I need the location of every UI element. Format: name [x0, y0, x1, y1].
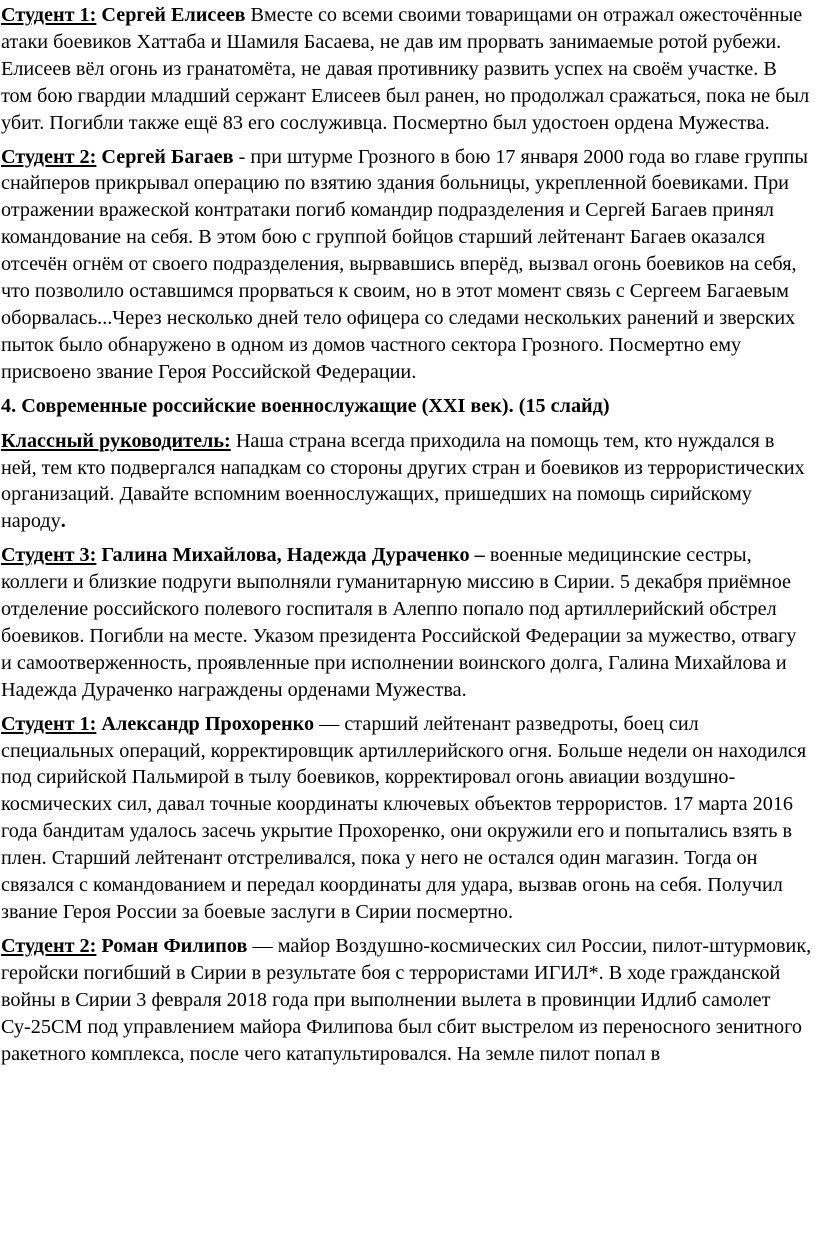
person-name: Сергей Елисеев: [101, 4, 246, 26]
paragraph-end-mark: .: [60, 510, 66, 533]
paragraph-student1-eliseev: [1, 2, 812, 137]
person-name: Роман Филипов: [101, 934, 248, 957]
section-heading: [1, 393, 812, 420]
paragraph-text: — майор Воздушно-космических сил России, пилот-штурмовик, геройски погибший в Сирии в результате боя с террористами ИГИЛ*. В ходе гражданской войны в Сирии 3 февраля 2018 года при выполнении вылета в провинции Идлиб самолет Су-25СМ под управлением майора Филипова был сбит выстрелом из переносного зенитного ракетного комплекса, после чего катапультировался. На земле пилот попал в: [1, 934, 812, 1065]
speaker-label: Студент 3:: [1, 544, 97, 567]
paragraph-student2-bagaev: [1, 144, 812, 386]
speaker-label: Студент 1:: [1, 4, 97, 26]
speaker-label: Классный руководитель:: [1, 429, 231, 452]
section-heading-text: 4. Современные российские военнослужащие (XXI век). (15 слайд): [1, 394, 610, 417]
paragraph-teacher: [1, 428, 812, 536]
paragraph-student1-prokhorenko: [1, 711, 812, 926]
speaker-label: Студент 2:: [1, 934, 97, 957]
paragraph-text: Наша страна всегда приходила на помощь тем, кто нуждался в ней, тем кто подвергался нападкам со стороны других стран и боевиков из террористических организаций. Давайте вспомним военнослужащих, пришедших на помощь сирийскому народу: [1, 429, 805, 533]
paragraph-text: - при штурме Грозного в бою 17 января 2000 года во главе группы снайперов прикрывал операцию по взятию здания больницы, укрепленной боевиками. При отражении вражеской контратаки погиб командир подразделения и Сергей Багаев принял командование на себя. В этом бою с группой бойцов старший лейтенант Багаев оказался отсечён огнём от своего подразделения, вырвавшись вперёд, вызвал огонь боевиков на себя, что позволило оставшимся прорваться к своим, но в этот момент связь с Сергеем Багаевым оборвалась...Через несколько дней тело офицера со следами нескольких ранений и зверских пыток было обнаружено в одном из домов частного сектора Грозного. Посмертно ему присвоено звание Героя Российской Федерации.: [1, 145, 808, 383]
paragraph-text: Вместе со всеми своими товарищами он отражал ожесточённые атаки боевиков Хаттаба и Шамиля Басаева, не дав им прорвать занимаемые ротой рубежи. Елисеев вёл огонь из гранатомёта, не давая противнику развить успех на своём участке. В том бою гвардии младший сержант Елисеев был ранен, но продолжал сражаться, пока не был убит. Погибли также ещё 83 его сослуживца. Посмертно был удостоен ордена Мужества.: [1, 4, 810, 134]
person-name: Галина Михайлова, Надежда Дураченко –: [101, 544, 485, 567]
speaker-label: Студент 1:: [1, 712, 97, 735]
paragraph-student3-nurses: [1, 542, 812, 703]
paragraph-student2-filipov: [1, 933, 812, 1068]
speaker-label: Студент 2:: [1, 145, 97, 168]
person-name: Александр Прохоренко: [101, 712, 315, 735]
paragraph-text: — старший лейтенант разведроты, боец сил специальных операций, корректировщик артиллерийского огня. Больше недели он находился под сирийской Пальмирой в тылу боевиков, корректировал огонь авиации воздушно-космических сил, давал точные координаты ключевых объектов террористов. 17 марта 2016 года бандитам удалось засечь укрытие Прохоренко, они окружили его и попытались взять в плен. Старший лейтенант отстреливался, пока у него не остался один магазин. Тогда он связался с командованием и передал координаты для удара, вызвав огонь на себя. Получил звание Героя России за боевые заслуги в Сирии посмертно.: [1, 712, 807, 923]
person-name: Сергей Багаев: [101, 145, 234, 168]
paragraph-text: военные медицинские сестры, коллеги и близкие подруги выполняли гуманитарную миссию в Сирии. 5 декабря приёмное отделение российского полевого госпиталя в Алеппо попало под артиллерийский обстрел боевиков. Погибли на месте. Указом президента Российской Федерации за мужество, отвагу и самоотверженность, проявленные при исполнении воинского долга, Галина Михайлова и Надежда Дураченко награждены орденами Мужества.: [1, 544, 797, 701]
